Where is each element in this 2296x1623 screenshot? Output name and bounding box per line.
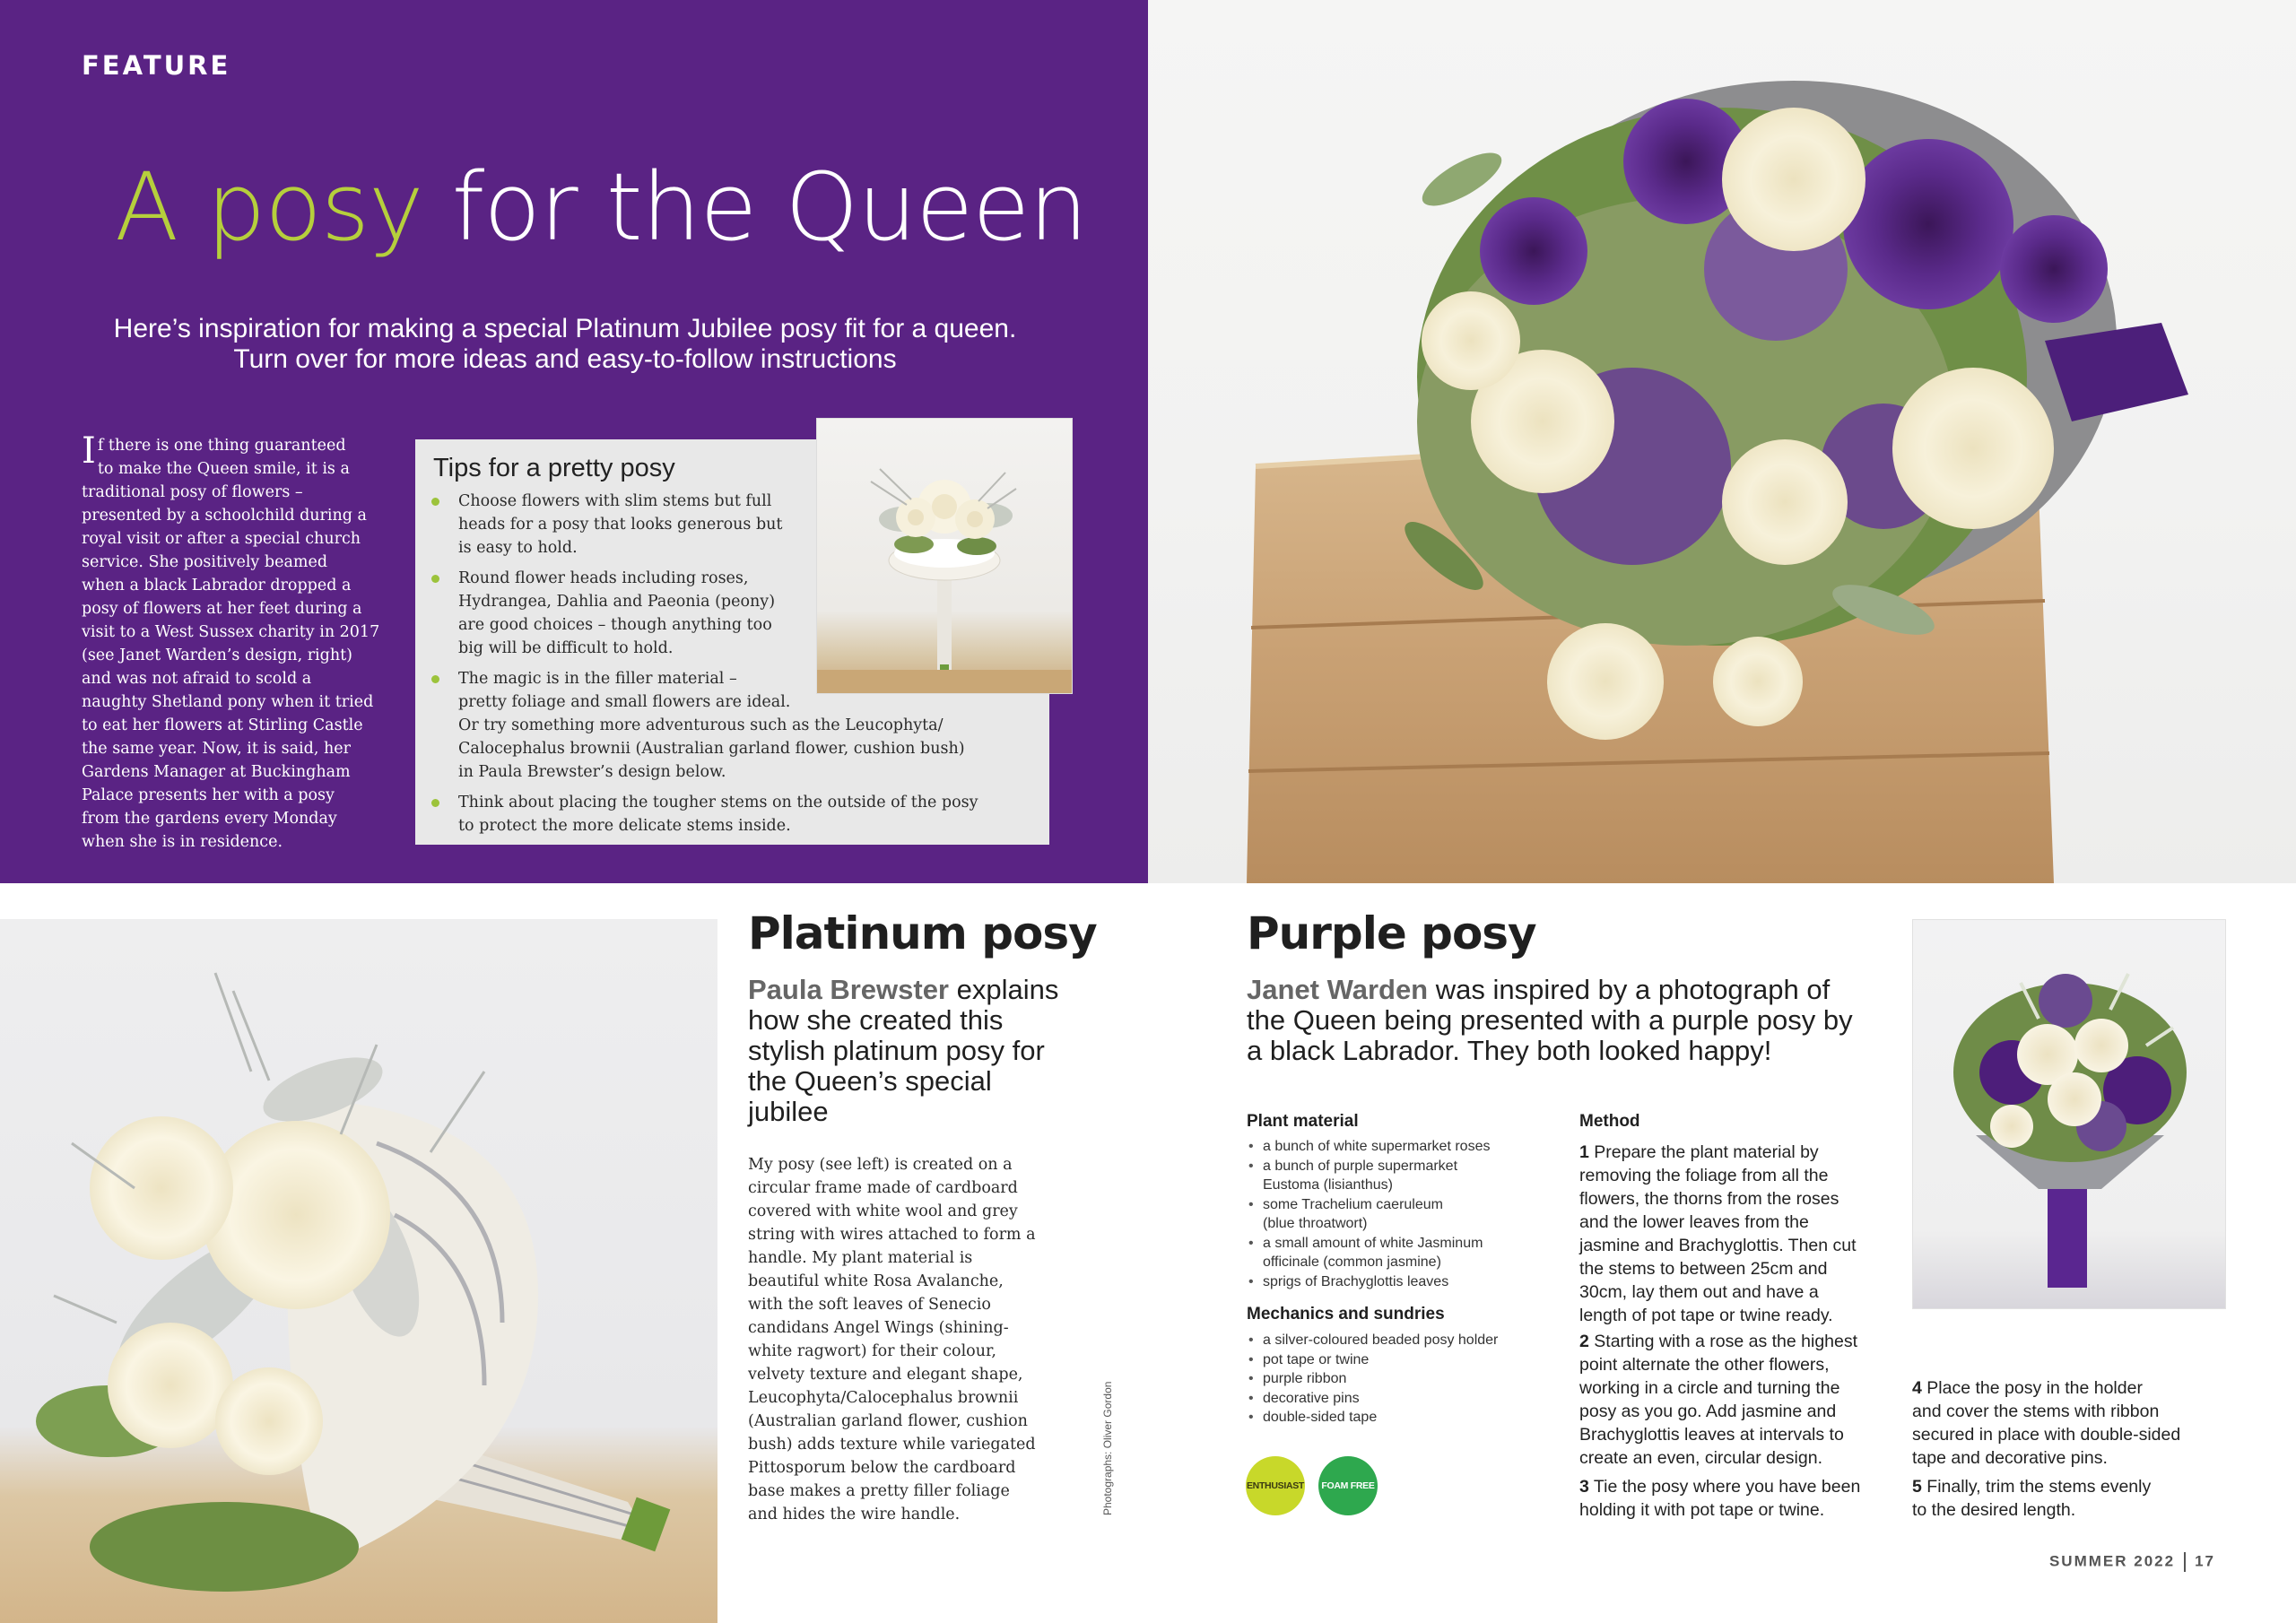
lead-line: Gardens Manager at Buckingham bbox=[82, 763, 351, 781]
intro-line-1: Here’s inspiration for making a special Platinum Jubilee posy fit for a queen. bbox=[113, 314, 1017, 343]
subhead-line bbox=[748, 975, 1071, 1005]
step-number: 1 bbox=[1579, 1142, 1589, 1162]
list-item-line: • a small amount of white Jasminum bbox=[1263, 1235, 1483, 1251]
platinum-heading: Platinum posy bbox=[748, 907, 1097, 959]
tip-item bbox=[430, 791, 1039, 838]
bullet-icon bbox=[431, 498, 439, 506]
bullet-icon bbox=[431, 675, 439, 683]
platinum-body-line: covered with white wool and grey bbox=[748, 1202, 1018, 1220]
tip-line: big will be difficult to hold. bbox=[458, 639, 674, 657]
method-step-5 bbox=[1912, 1475, 2235, 1522]
method-line: length of pot tape or twine ready. bbox=[1579, 1306, 1833, 1325]
method-line: working in a circle and turning the bbox=[1579, 1378, 1840, 1398]
method-line: jasmine and Brachyglottis. Then cut bbox=[1579, 1236, 1857, 1255]
title-rest: for the Queen bbox=[422, 152, 1088, 262]
subhead-text: was inspired by a photograph of bbox=[1428, 974, 1831, 1005]
method-line: posy as you go. Add jasmine and bbox=[1579, 1402, 1837, 1421]
lead-line: f there is one thing guaranteed bbox=[97, 437, 346, 455]
platinum-body bbox=[748, 1153, 1089, 1526]
platinum-body-line: Pittosporum below the cardboard bbox=[748, 1459, 1016, 1477]
list-item-line: • sprigs of Brachyglottis leaves bbox=[1263, 1273, 1449, 1289]
lead-line: to make the Queen smile, it is a bbox=[97, 460, 350, 478]
lead-line: Palace presents her with a posy bbox=[82, 786, 335, 804]
bullet-icon bbox=[431, 575, 439, 583]
method-line: holding it with pot tape or twine. bbox=[1579, 1500, 1825, 1520]
lead-line: posy of flowers at her feet during a bbox=[82, 600, 362, 618]
section-tag-feature: FEATURE bbox=[82, 50, 231, 81]
list-item bbox=[1247, 1331, 1570, 1350]
list-item-line: • decorative pins bbox=[1263, 1390, 1360, 1406]
list-item-line: (blue throatwort) bbox=[1263, 1216, 1368, 1231]
intro-line-2: Turn over for more ideas and easy-to-follow instructions bbox=[233, 344, 897, 374]
method-line: 30cm, lay them out and have a bbox=[1579, 1282, 1819, 1302]
lead-lines bbox=[82, 430, 396, 854]
method-line bbox=[1579, 1141, 1902, 1164]
platinum-body-line: candidans Angel Wings (shining- bbox=[748, 1319, 1009, 1337]
method-line bbox=[1579, 1475, 1902, 1498]
lead-line: traditional posy of flowers – bbox=[82, 483, 303, 501]
mechanics-heading: Mechanics and sundries bbox=[1247, 1305, 1445, 1324]
tip-line: heads for a posy that looks generous but bbox=[458, 516, 783, 534]
tip-line: are good choices – though anything too bbox=[458, 616, 772, 634]
method-line: tape and decorative pins. bbox=[1912, 1448, 2108, 1468]
method-line: Brachyglottis leaves at intervals to bbox=[1579, 1425, 1844, 1445]
platinum-body-line: beautiful white Rosa Avalanche, bbox=[748, 1272, 1004, 1290]
subhead-line bbox=[1247, 975, 1874, 1005]
lead-line: the same year. Now, it is said, her bbox=[82, 740, 351, 758]
title-accent: A posy bbox=[115, 152, 423, 262]
issue-label: SUMMER 2022 bbox=[2048, 1552, 2176, 1570]
method-step-4 bbox=[1912, 1376, 2235, 1470]
lead-line: to eat her flowers at Stirling Castle bbox=[82, 716, 363, 734]
platinum-body-line: Leucophyta/Calocephalus brownii bbox=[748, 1389, 1019, 1407]
subhead-line: stylish platinum posy for bbox=[748, 1035, 1045, 1066]
list-item bbox=[1247, 1408, 1570, 1428]
tip-line: to protect the more delicate stems inside. bbox=[458, 817, 791, 835]
list-item-line: Eustoma (lisianthus) bbox=[1263, 1177, 1393, 1193]
list-item-line: • double-sided tape bbox=[1263, 1410, 1378, 1425]
platinum-body-line: handle. My plant material is bbox=[748, 1249, 973, 1267]
lead-line: royal visit or after a special church bbox=[82, 530, 361, 548]
subhead-line: the Queen being presented with a purple posy by bbox=[1247, 1004, 1853, 1036]
photo-credit: Photographs: Oliver Gordon bbox=[1101, 1381, 1114, 1515]
tip-line: Think about placing the tougher stems on the outside of the posy bbox=[458, 794, 978, 812]
subhead-line: how she created this bbox=[748, 1004, 1004, 1036]
tip-line: Choose flowers with slim stems but full bbox=[458, 492, 772, 510]
author-name: Paula Brewster bbox=[748, 974, 949, 1005]
list-item-line: • a bunch of purple supermarket bbox=[1263, 1158, 1458, 1174]
page-title bbox=[115, 152, 1087, 262]
list-item bbox=[1247, 1272, 1570, 1292]
purple-subhead bbox=[1247, 975, 1874, 1066]
enthusiast-badge: ENTHUSIAST bbox=[1246, 1456, 1305, 1515]
method-line: point alternate the other flowers, bbox=[1579, 1355, 1830, 1375]
platinum-body-line: white ragwort) for their colour, bbox=[748, 1342, 996, 1360]
bullet-icon bbox=[431, 799, 439, 807]
lead-line: service. She positively beamed bbox=[82, 553, 328, 571]
author-name: Janet Warden bbox=[1247, 974, 1429, 1005]
method-text: Finally, trim the stems evenly bbox=[1921, 1477, 2152, 1497]
tip-line: pretty foliage and small flowers are ideal. bbox=[458, 693, 791, 711]
list-item bbox=[1247, 1350, 1570, 1370]
step-number: 3 bbox=[1579, 1477, 1589, 1497]
list-item-line: • pot tape or twine bbox=[1263, 1351, 1370, 1367]
method-line: and cover the stems with ribbon bbox=[1912, 1402, 2160, 1421]
list-item bbox=[1247, 1369, 1570, 1389]
method-line bbox=[1912, 1376, 2235, 1400]
purple-heading: Purple posy bbox=[1247, 907, 1536, 959]
hero-posy-photo bbox=[1148, 0, 2296, 883]
tip-line: The magic is in the filler material – bbox=[458, 670, 737, 688]
footer-divider bbox=[2184, 1552, 2186, 1572]
list-item-line: • purple ribbon bbox=[1263, 1371, 1347, 1386]
mechanics-list bbox=[1247, 1331, 1570, 1428]
platinum-posy-photo bbox=[0, 919, 718, 1623]
platinum-body-line: velvety texture and elegant shape, bbox=[748, 1366, 1023, 1384]
lead-paragraph bbox=[82, 430, 396, 854]
plant-material-heading: Plant material bbox=[1247, 1112, 1359, 1131]
lead-line: visit to a West Sussex charity in 2017 bbox=[82, 623, 380, 641]
tips-title: Tips for a pretty posy bbox=[433, 454, 675, 482]
list-item bbox=[1247, 1234, 1570, 1272]
method-line: removing the foliage from all the bbox=[1579, 1166, 1829, 1185]
subhead-line: jubilee bbox=[748, 1096, 829, 1127]
list-item-line: officinale (common jasmine) bbox=[1263, 1254, 1441, 1270]
tip-posy-photo bbox=[816, 418, 1073, 694]
lead-line: presented by a schoolchild during a bbox=[82, 507, 367, 525]
subhead-text: explains bbox=[949, 974, 1059, 1005]
list-item bbox=[1247, 1389, 1570, 1409]
tip-line: in Paula Brewster’s design below. bbox=[458, 763, 726, 781]
page-number: 17 bbox=[2195, 1552, 2215, 1570]
step-number: 4 bbox=[1912, 1378, 1922, 1398]
platinum-body-line: My posy (see left) is created on a bbox=[748, 1156, 1013, 1174]
step-number: 2 bbox=[1579, 1332, 1589, 1351]
lead-line: when she is in residence. bbox=[82, 833, 283, 851]
platinum-body-line: bush) adds texture while variegated bbox=[748, 1436, 1036, 1454]
method-text: Place the posy in the holder bbox=[1921, 1378, 2143, 1398]
platinum-body-line: string with wires attached to form a bbox=[748, 1226, 1036, 1244]
method-text: Prepare the plant material by bbox=[1588, 1142, 1819, 1162]
drop-cap: I bbox=[82, 430, 96, 472]
tip-line: Calocephalus brownii (Australian garland flower, cushion bush) bbox=[458, 740, 965, 758]
list-item bbox=[1247, 1137, 1570, 1157]
method-step-2 bbox=[1579, 1330, 1902, 1470]
method-heading: Method bbox=[1579, 1112, 1640, 1131]
foam-free-badge: FOAM FREE bbox=[1318, 1456, 1378, 1515]
platinum-body-line: and hides the wire handle. bbox=[748, 1506, 961, 1523]
method-step-1 bbox=[1579, 1141, 1902, 1327]
platinum-body-line: base makes a pretty filler foliage bbox=[748, 1482, 1010, 1500]
method-step-3 bbox=[1579, 1475, 1902, 1522]
method-line: and the lower leaves from the bbox=[1579, 1212, 1809, 1232]
tip-line: Or try something more adventurous such as the Leucophyta/ bbox=[458, 716, 944, 734]
method-line bbox=[1912, 1475, 2235, 1498]
method-line: flowers, the thorns from the roses bbox=[1579, 1189, 1839, 1209]
subhead-line: a black Labrador. They both looked happy! bbox=[1247, 1035, 1772, 1066]
method-line: the stems to between 25cm and bbox=[1579, 1259, 1828, 1279]
method-text: Starting with a rose as the highest bbox=[1588, 1332, 1858, 1351]
list-item-line: • a bunch of white supermarket roses bbox=[1263, 1139, 1491, 1154]
method-line bbox=[1579, 1330, 1902, 1353]
lead-line: from the gardens every Monday bbox=[82, 810, 337, 828]
platinum-subhead bbox=[748, 975, 1071, 1127]
platinum-body-line: (Australian garland flower, cushion bbox=[748, 1412, 1028, 1430]
platinum-body-line: circular frame made of cardboard bbox=[748, 1179, 1018, 1197]
tip-line: is easy to hold. bbox=[458, 539, 578, 557]
tip-line: Hydrangea, Dahlia and Paeonia (peony) bbox=[458, 593, 776, 611]
platinum-body-line: with the soft leaves of Senecio bbox=[748, 1296, 991, 1314]
plant-material-list bbox=[1247, 1137, 1570, 1291]
step-number: 5 bbox=[1912, 1477, 1922, 1497]
list-item bbox=[1247, 1195, 1570, 1234]
tip-line: Round flower heads including roses, bbox=[458, 569, 749, 587]
method-line: create an even, circular design. bbox=[1579, 1448, 1822, 1468]
list-item-line: • a silver-coloured beaded posy holder bbox=[1263, 1332, 1499, 1348]
purple-posy-holder-photo bbox=[1912, 919, 2226, 1309]
method-text: Tie the posy where you have been bbox=[1588, 1477, 1861, 1497]
method-line: to the desired length. bbox=[1912, 1500, 2076, 1520]
page-footer bbox=[2049, 1552, 2215, 1572]
lead-line: (see Janet Warden’s design, right) bbox=[82, 647, 352, 664]
method-line: secured in place with double-sided bbox=[1912, 1425, 2181, 1445]
lead-line: naughty Shetland pony when it tried bbox=[82, 693, 374, 711]
list-item bbox=[1247, 1157, 1570, 1195]
lead-line: when a black Labrador dropped a bbox=[82, 577, 352, 595]
subhead-line: the Queen’s special bbox=[748, 1065, 992, 1097]
list-item-line: • some Trachelium caeruleum bbox=[1263, 1196, 1443, 1212]
lead-line: and was not afraid to scold a bbox=[82, 670, 312, 688]
